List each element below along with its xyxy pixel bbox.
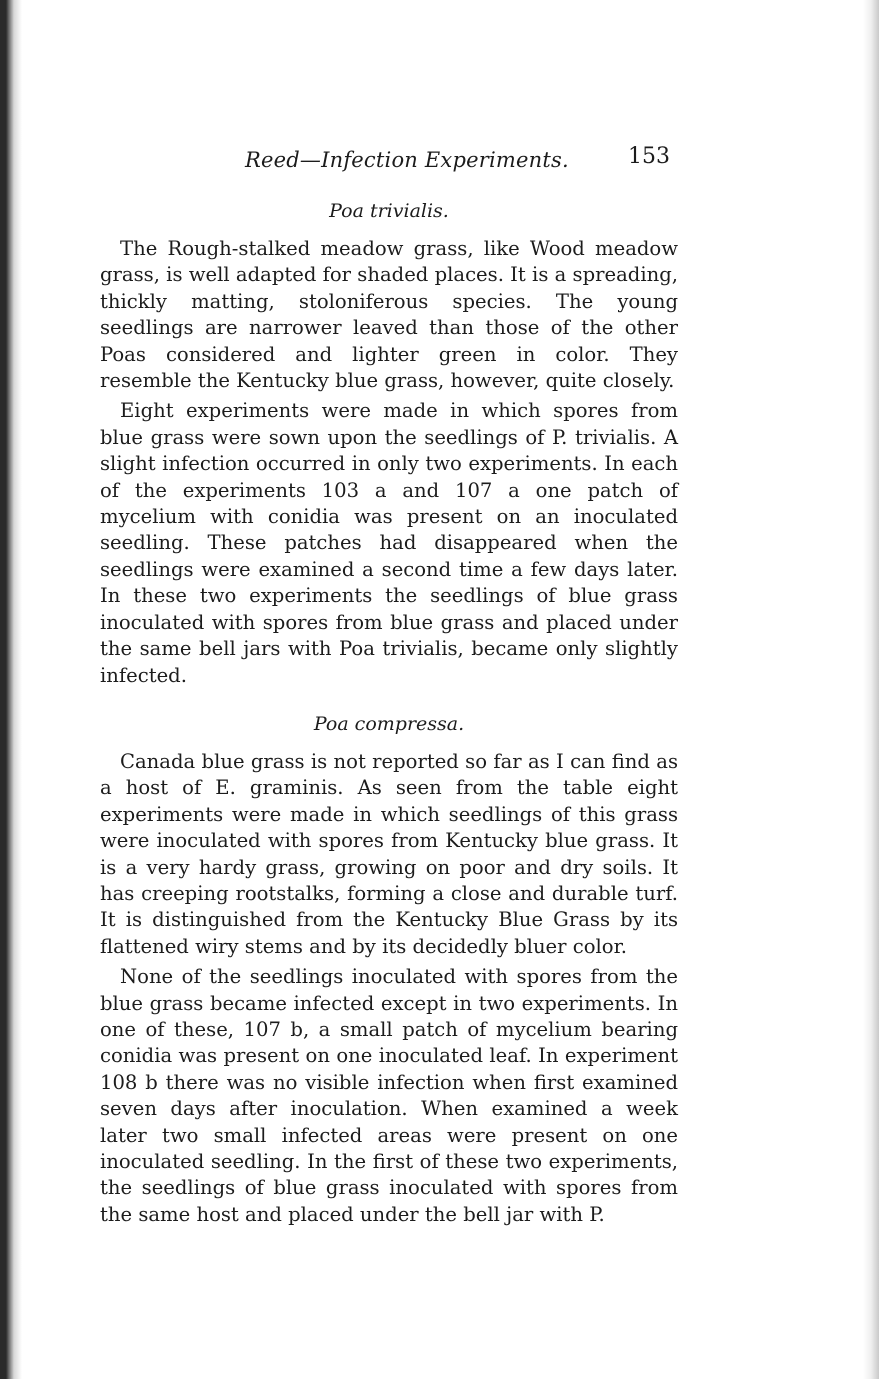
paragraph-compressa-2: None of the seedlings inoculated with spores from the blue grass became infected except in two experiments. In one of these, 107 b, a small patch of mycelium bearing conidia was present on one inoculated leaf. In experiment 108 b there was no visible infection when first examined seven days after inoculation. When examined a week later two small infected areas were present on one inoculated seedling. In the first of these two experiments, the seedlings of blue grass inoculated with spores from the same host and placed under the bell jar with P. — [100, 965, 678, 1226]
running-head — [100, 140, 678, 176]
book-page — [100, 140, 678, 1320]
running-title: Reed—Infection Experiments. — [245, 148, 569, 172]
scan-edge-right — [863, 0, 879, 1379]
section-heading-poa-compressa: Poa compressa. — [313, 712, 465, 735]
paragraph-trivialis-2: Eight experiments were made in which spores from blue grass were sown upon the seedlings of P. trivialis. A slight infection occurred in only two experiments. In each of the experiments 103 a and 107 a one patch of mycelium with conidia was present on an inoculated seedling. These patches had disappeared when the seedlings were examined a second time a few days later. In these two experiments the seedlings of blue grass inoculated with spores from blue grass and placed under the same bell jars with Poa trivialis, became only slightly infected. — [100, 399, 678, 687]
page-number: 153 — [628, 144, 670, 169]
paragraph-compressa-1: Canada blue grass is not reported so far as I can find as a host of E. graminis. As seen from the table eight experiments were made in which seedlings of this grass were inoculated with spores from Kentucky blue grass. It is a very hardy grass, growing on poor and dry soils. It has creeping rootstalks, forming a close and durable turf. It is distinguished from the Kentucky Blue Grass by its flattened wiry stems and by its decidedly bluer color. — [100, 749, 678, 958]
paragraph-trivialis-1: The Rough-stalked meadow grass, like Wood meadow grass, is well adapted for shaded places. It is a spreading, thickly matting, stoloniferous species. The young seedlings are narrower leaved than those of the other Poas considered and lighter green in color. They resemble the Kentucky blue grass, however, quite closely. — [100, 237, 678, 393]
scan-edge-left — [0, 0, 22, 1379]
section-heading-poa-trivialis: Poa trivialis. — [329, 200, 449, 222]
